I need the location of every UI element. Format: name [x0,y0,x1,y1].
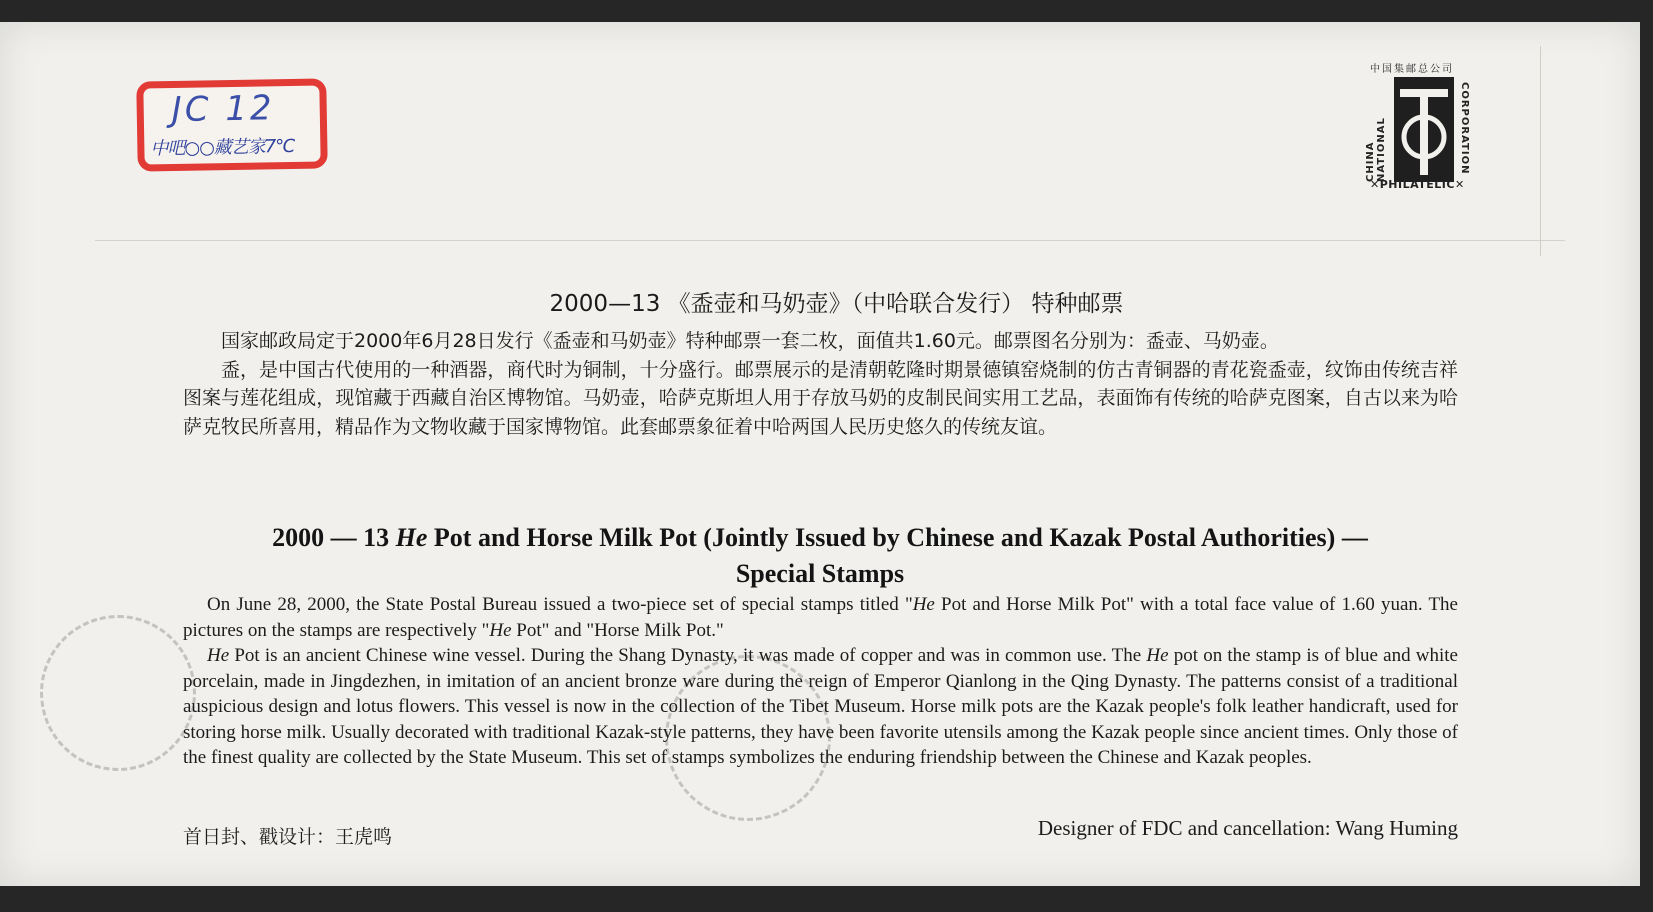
logo-emblem-icon [1394,77,1454,182]
envelope-flap-tip [1540,46,1542,256]
english-description [183,592,1458,771]
english-paragraph-2: He Pot is an ancient Chinese wine vessel. During the Shang Dynasty, it was made of copper and was in common use. The He pot on the stamp is of blue and white porcelain, made in Jingdezhen, in imitation of an ancient bronze ware during the reign of Emperor Qianlong in the Qing Dynasty. The patterns consist of a traditional auspicious design and lotus flowers. This vessel is now in the collection of the Tibet Museum. Horse milk pots are the Kazak people's folk leather handicraft, used for storing horse milk. Usually decorated with traditional Kazak-style patterns, they have been favorite utensils among the Kazak people since ancient times. Only those of the finest quality are collected by the State Museum. This set of stamps symbolizes the enduring friendship between the Chinese and Kazak peoples. [183,645,1458,768]
envelope-flap-edge [95,240,1565,263]
chinese-paragraph-2: 盉，是中国古代使用的一种酒器，商代时为铜制，十分盛行。邮票展示的是清朝乾隆时期景德镇窑烧制的仿古青铜器的青花瓷盉壶，纹饰由传统吉祥图案与莲花组成，现馆藏于西藏自治区博物馆。马奶壶，哈萨克斯坦人用于存放马奶的皮制民间实用工艺品，表面饰有传统的哈萨克图案，自古以来为哈萨克牧民所喜用，精品作为文物收藏于国家博物馆。此套邮票象征着中哈两国人民历史悠久的传统友谊。 [183,358,1458,438]
logo-bottom-text: ✕PHILATELIC✕ [1370,178,1465,191]
philatelic-corporation-logo [1365,60,1478,195]
logo-right-text: CORPORATION [1459,82,1470,175]
label-code: JC 12 [171,88,275,131]
logo-left-text: CHINA NATIONAL [1365,117,1387,182]
designer-credit-english: Designer of FDC and cancellation: Wang Huming [1037,816,1458,840]
logo-top-text: 中国集邮总公司 [1370,64,1454,75]
designer-credit-chinese: 首日封、戳设计：王虎鸣 [183,826,393,848]
chinese-description [183,327,1458,441]
postmark-left [40,615,196,771]
chinese-title: 2000—13 《盉壶和马奶壶》（中哈联合发行） 特种邮票 [549,291,1124,317]
handwritten-label [136,78,328,171]
label-note: 中吧○○藏艺家7℃ [150,135,295,160]
english-paragraph-1: On June 28, 2000, the State Postal Bureau issued a two-piece set of special stamps titled "He Pot and Horse Milk Pot" with a total face value of 1.60 yuan. The pictures on the stamps are respectively "He Pot" and "Horse Milk Pot." [183,594,1458,641]
chinese-paragraph-1: 国家邮政局定于2000年6月28日发行《盉壶和马奶壶》特种邮票一套二枚，面值共1.60元。邮票图名分别为：盉壶、马奶壶。 [221,330,1279,352]
english-title: 2000 — 13 He Pot and Horse Milk Pot (Jointly Issued by Chinese and Kazak Postal Authorities) — Special Stamps [272,523,1368,588]
